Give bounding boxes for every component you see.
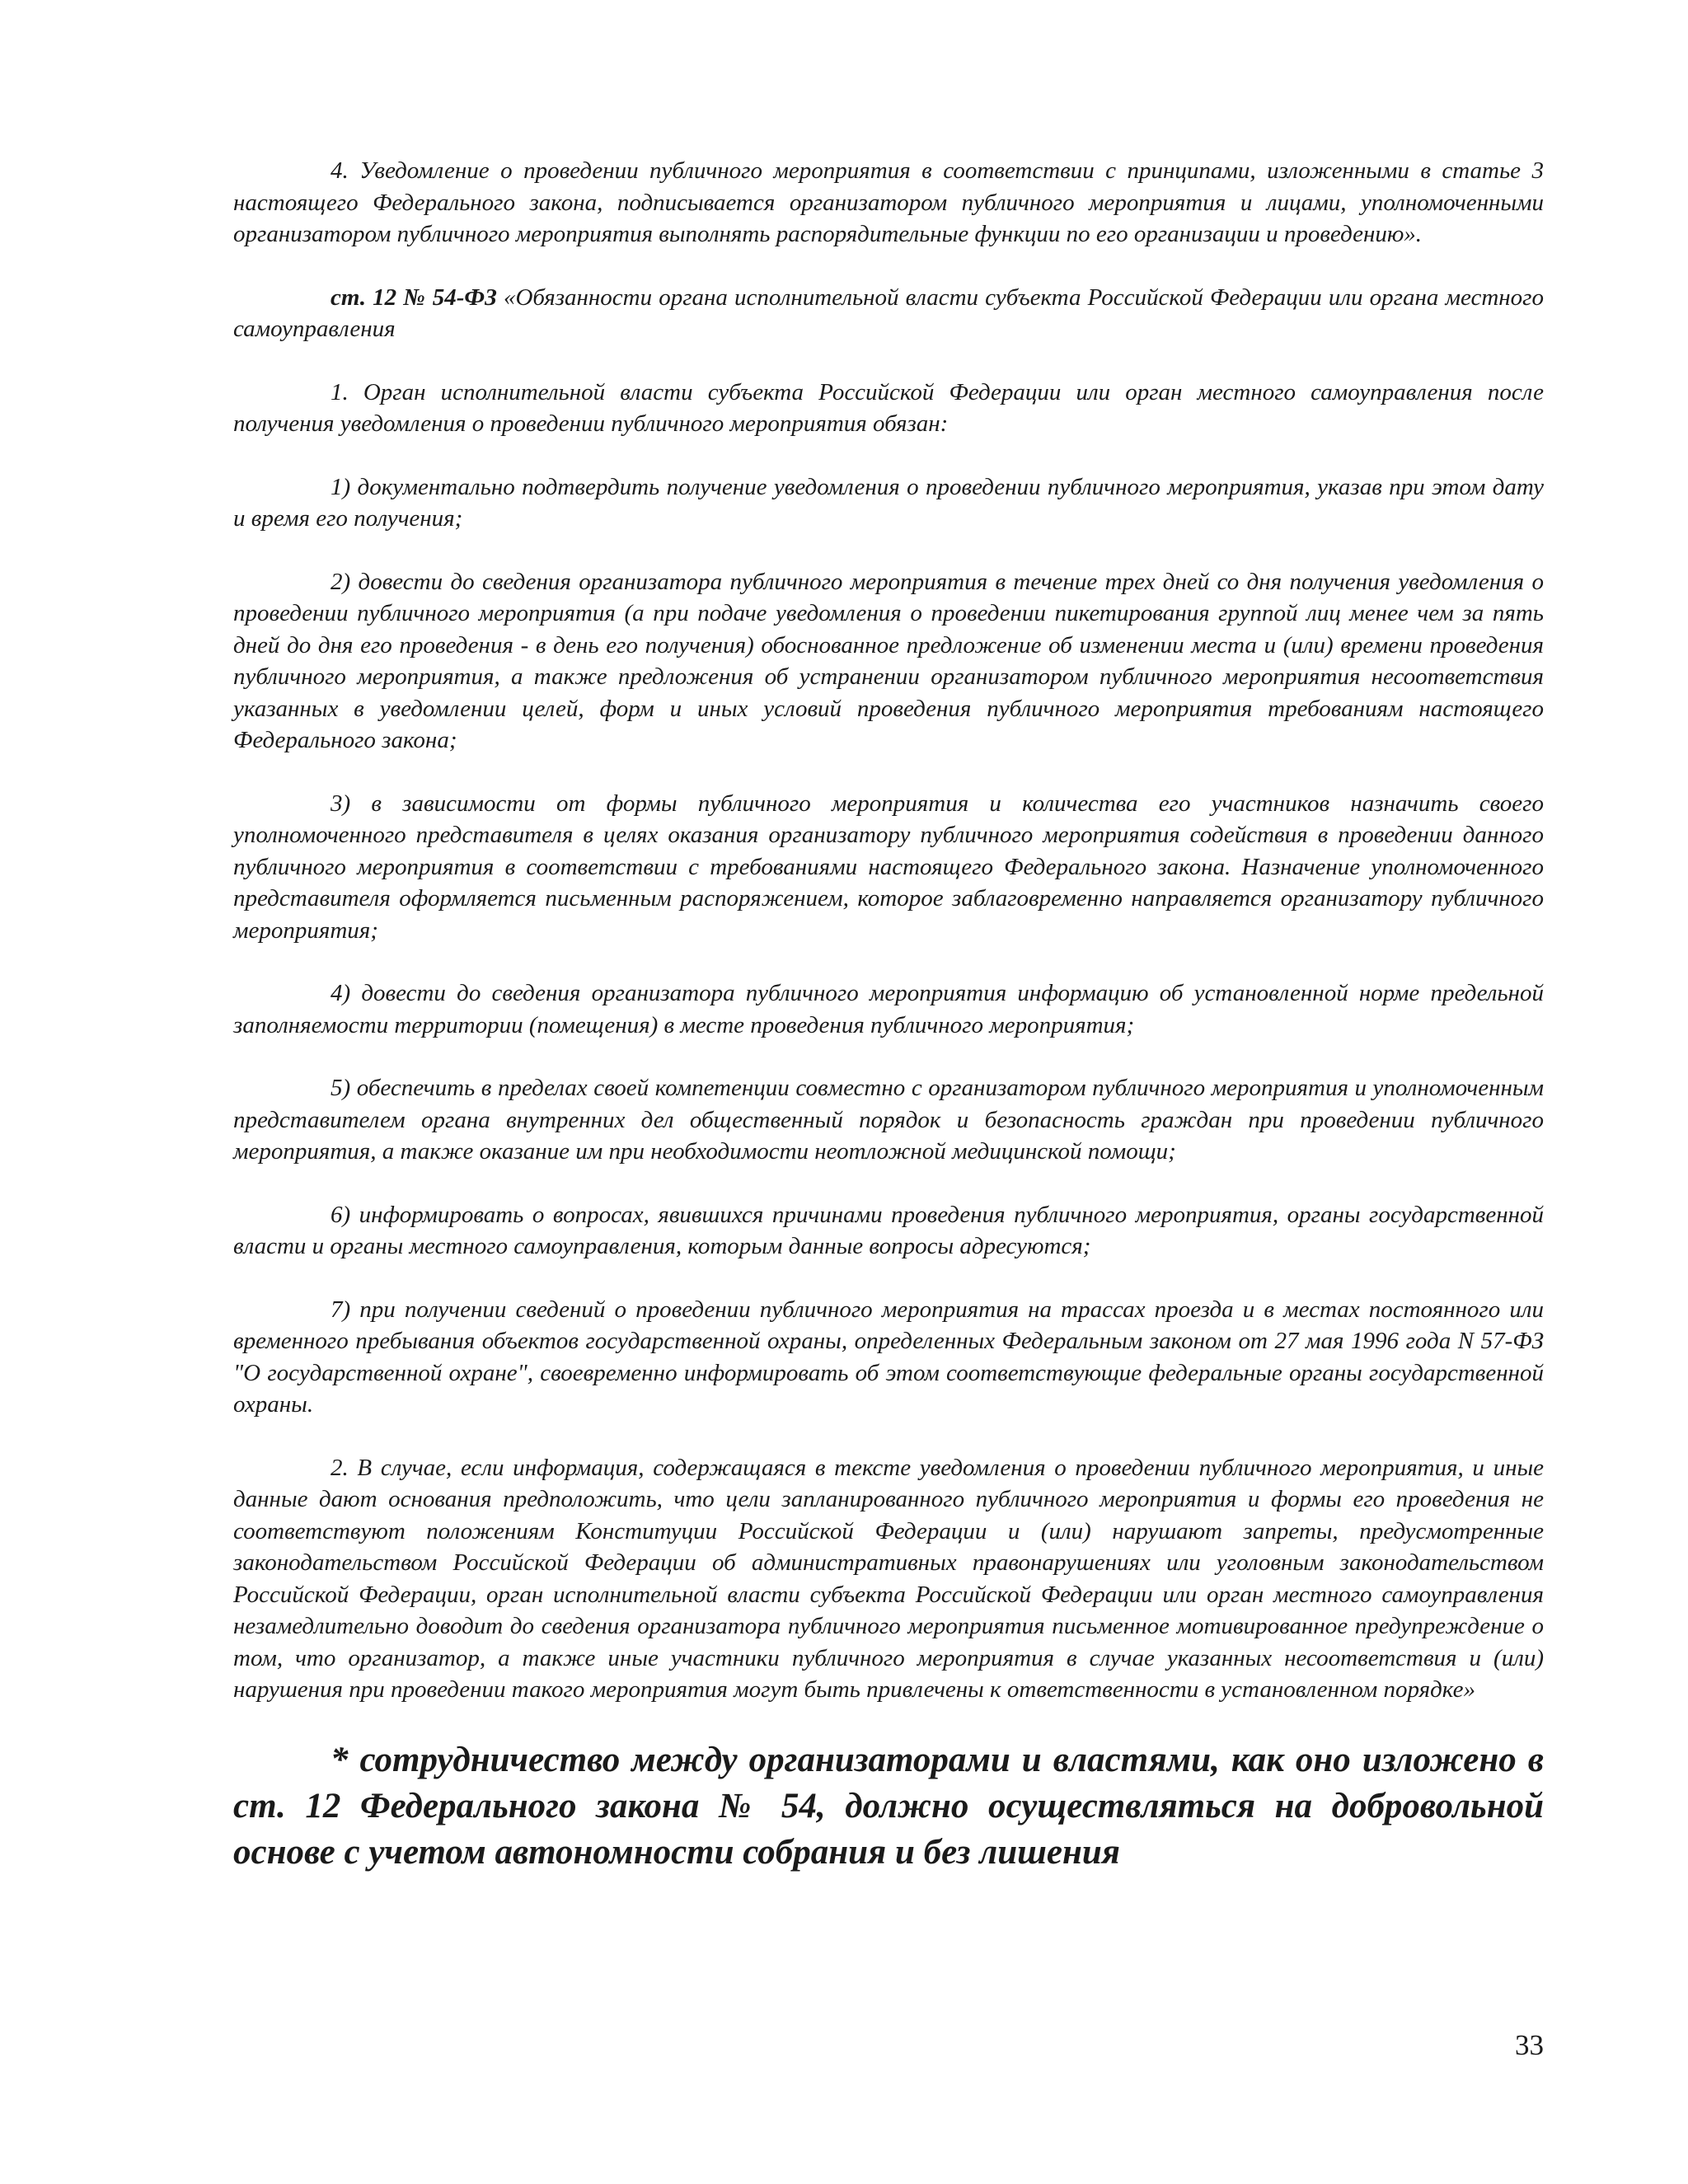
paragraph-text: 6) информировать о вопросах, явившихся причинами проведения публичного мероприятия, органы государственной власти и органы местного самоуправления, которым данные вопросы адресуются;: [233, 1201, 1544, 1259]
paragraph-item-1: [233, 471, 1544, 535]
paragraph-text: 2. В случае, если информация, содержащаяся в тексте уведомления о проведении публичного мероприятия, и иные данные дают основания предположить, что цели запланированного публичного мероприятия и формы его проведения не соответствуют положениям Конституции Российской Федерации и (или) нарушают запреты, предусмотренные законодательством Российской Федерации об административных правонарушениях или уголовным законодательством Российской Федерации, орган исполнительной власти субъекта Российской Федерации или орган местного самоуправления незамедлительно доводит до сведения организатора публичного мероприятия письменное мотивированное предупреждение о том, что организатор, а также иные участники публичного мероприятия в случае указанных несоответствия и (или) нарушения при проведении такого мероприятия могут быть привлечены к ответственности в установленном порядке»: [233, 1454, 1544, 1703]
paragraph-text: 5) обеспечить в пределах своей компетенции совместно с организатором публичного мероприятия и уполномоченным представителем органа внутренних дел общественный порядок и безопасность граждан при проведении публичного мероприятия, а также оказание им при необходимости неотложной медицинской помощи;: [233, 1075, 1544, 1165]
article-reference: ст. 12 № 54-ФЗ: [331, 284, 497, 311]
paragraph-article-12-heading: [233, 282, 1544, 345]
paragraph-item-6: [233, 1199, 1544, 1263]
paragraph-notification-signature: [233, 155, 1544, 251]
document-body: [233, 155, 1544, 1876]
paragraph-item-4: [233, 977, 1544, 1041]
paragraph-item-2: [233, 566, 1544, 757]
paragraph-item-5: [233, 1072, 1544, 1168]
paragraph-text: 1. Орган исполнительной власти субъекта Российской Федерации или орган местного самоуправления после получения уведомления о проведении публичного мероприятия обязан:: [233, 378, 1544, 437]
paragraph-section-2: [233, 1452, 1544, 1706]
paragraph-text: «Обязанности органа исполнительной власти субъекта Российской Федерации или органа местного самоуправления: [233, 284, 1544, 342]
paragraph-text: 4. Уведомление о проведении публичного мероприятия в соответствии с принципами, изложенными в статье 3 настоящего Федерального закона, подписывается организатором публичного мероприятия и лицами, уполномоченными организатором публичного мероприятия выполнять распорядительные функции по его организации и проведению».: [233, 157, 1544, 247]
paragraph-text: 4) довести до сведения организатора публичного мероприятия информацию об установленной норме предельной заполняемости территории (помещения) в месте проведения публичного мероприятия;: [233, 980, 1544, 1038]
paragraph-text: 2) довести до сведения организатора публичного мероприятия в течение трех дней со дня получения уведомления о проведении публичного мероприятия (а при подаче уведомления о проведении пикетирования группой лиц менее чем за пять дней до дня его проведения - в день его получения) обоснованное предложение об изменении места и (или) времени проведения публичного мероприятия, а также предложения об устранении организатором публичного мероприятия несоответствия указанных в уведомлении целей, форм и иных условий проведения публичного мероприятия требованиям настоящего Федерального закона;: [233, 568, 1544, 753]
paragraph-text: 3) в зависимости от формы публичного мероприятия и количества его участников назначить своего уполномоченного представителя в целях оказания организатору публичного мероприятия содействия в проведении данного публичного мероприятия в соответствии с требованиями настоящего Федерального закона. Назначение уполномоченного представителя оформляется письменным распоряжением, которое заблаговременно направляется организатору публичного мероприятия;: [233, 790, 1544, 944]
paragraph-obligations-intro: [233, 377, 1544, 440]
page-number: 33: [1515, 2029, 1544, 2061]
paragraph-item-7: [233, 1294, 1544, 1421]
paragraph-text: 1) документально подтвердить получение уведомления о проведении публичного мероприятия, указав при этом дату и время его получения;: [233, 473, 1544, 532]
emphasis-note: * сотрудничество между организаторами и властями, как оно изложено в ст. 12 Федерального закона № 54, должно осуществляться на добровольной основе с учетом автономности собрания и без лишения: [233, 1740, 1544, 1872]
paragraph-item-3: [233, 788, 1544, 947]
paragraph-text: 7) при получении сведений о проведении публичного мероприятия на трассах проезда и в местах постоянного или временного пребывания объектов государственной охраны, определенных Федеральным законом от 27 мая 1996 года N 57-ФЗ "О государственной охране", своевременно информировать об этом соответствующие федеральные органы государственной охраны.: [233, 1296, 1544, 1418]
